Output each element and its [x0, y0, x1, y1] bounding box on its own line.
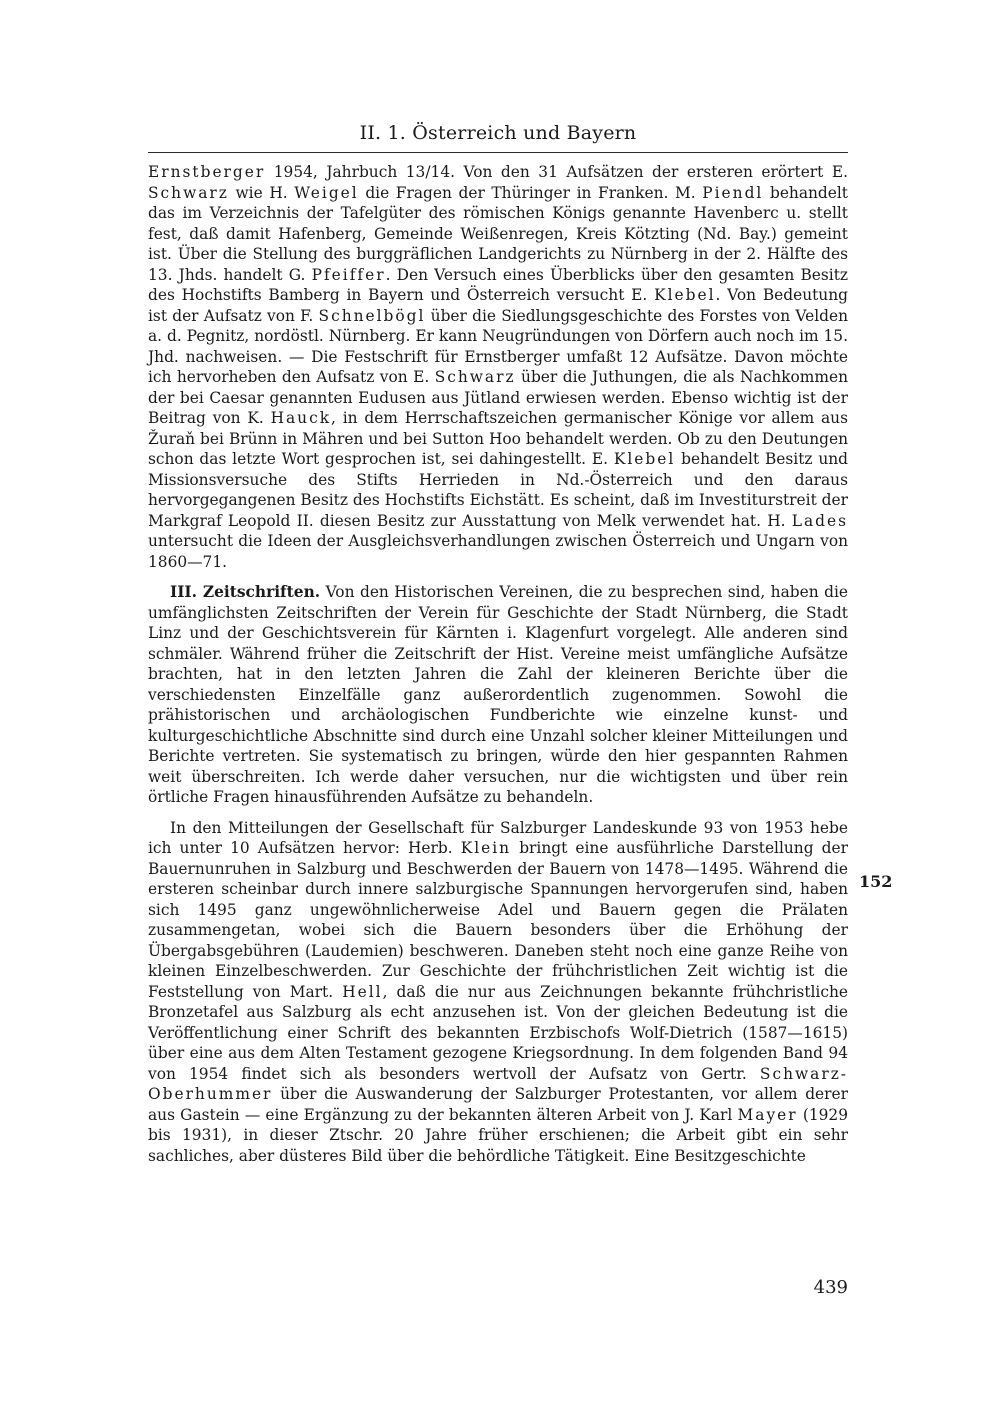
author-name: Schwarz [148, 183, 229, 202]
author-name: Hauck [270, 409, 332, 427]
text-run: . Von Bedeutung ist der Aufsatz von F. [148, 286, 848, 325]
author-name: Lades [791, 511, 848, 530]
text-run: über die Juthungen, die als Nachkommen der bei Caesar genannten Eudusen aus Jütland erwiesen werden. Ebenso wichtig ist der Beitrag von K. [148, 368, 849, 427]
author-name: Hell [342, 982, 383, 1001]
text-run: (1929 bis 1931), in dieser Ztschr. 20 Jahre früher erschienen; die Arbeit gibt ein sehr sachliches, aber düsteres Bild über die behördliche Tätigkeit. Eine Besitzgeschichte [148, 1105, 848, 1165]
margin-number: 152 [859, 872, 893, 891]
author-name: Klein [460, 839, 512, 857]
text-run: behandelt das im Verzeichnis der Tafelgüter des römischen Königs genannte Havenberc u. stellt fest, daß damit Hafenberg, Gemeinde Weißenregen, Kreis Kötzting (Nd. Bay.) gemeint ist. Über die Stellung des burggräflichen Landgerichts zu Nürnberg in der 2. Hälfte des 13. Jhds. handelt G. [148, 183, 848, 284]
header-rule [148, 152, 848, 153]
page-number: 439 [813, 1277, 848, 1298]
text-run: bringt eine ausführliche Darstellung der Bauernunruhen in Salzburg und Beschwerden der Bauern von 1478—1495. Während die ersteren scheinbar durch innere salzburgische Spannungen hervorgerufen sind, haben sich 1495 ganz ungewöhnlicherweise Adel und Bauern gegen die Prälaten zusammengetan, wobei sich die Bauern besonders über die Erhöhung der Übergabsgebühren (Laudemien) beschweren. Daneben steht noch eine ganze Reihe von kleinen Einzelbeschwerden. Zur Geschichte der frühchristlichen Zeit wichtig ist die Feststellung von Mart. [148, 839, 848, 1001]
body-text [148, 162, 848, 1176]
text-run: die Fragen der Thüringer in Franken. M. [358, 183, 703, 202]
author-name: Schwarz-Oberhummer [148, 1064, 848, 1103]
paragraph-2 [148, 582, 848, 808]
author-name: Piendl [702, 183, 764, 202]
text-run: wie H. [228, 183, 295, 202]
text-run: , in dem Herrschaftszeichen germanischer Könige vor allem aus Žuraň bei Brünn in Mähren und bei Sutton Hoo behandelt werden. Ob zu den Deutungen schon das letzte Wort gesprochen ist, sei dahingestellt. E. [148, 409, 848, 468]
author-name: Klebel [613, 450, 676, 468]
author-name: Ernstberger [148, 163, 266, 181]
paragraph-1 [148, 162, 848, 572]
text-run: In den Mitteilungen der Gesellschaft für Salzburger Landeskunde 93 von 1953 hebe ich unter 10 Aufsätzen hervor: Herb. [148, 818, 848, 857]
running-header: II. 1. Österreich und Bayern [359, 122, 637, 144]
text-run: behandelt Besitz und Missionsversuche des Stifts Herrieden in Nd.-Österreich und den daraus hervorgegangenen Besitz des Hochstifts Eichstätt. Es scheint, daß im Investiturstreit der Markgraf Leopold II. diesen Besitz zur Ausstattung von Melk verwendet hat. H. [148, 450, 848, 530]
text-run: über die Siedlungsgeschichte des Forstes von Velden a. d. Pegnitz, nordöstl. Nürnberg. Er kann Neugründungen von Dörfern auch noch im 15. Jhd. nachweisen. — Die Festschrift für Ernstberger umfaßt 12 Aufsätze. Davon möchte ich hervorheben den Aufsatz von E. [148, 306, 848, 386]
section-heading: III. Zeitschriften. [170, 583, 321, 601]
author-name: Schwarz [434, 368, 516, 386]
text-run: untersucht die Ideen der Ausgleichsverhandlungen zwischen Österreich und Ungarn von 1860—71. [148, 532, 848, 571]
author-name: Mayer [737, 1105, 798, 1124]
author-name: Klebel [654, 286, 716, 304]
paragraph-3 [148, 818, 848, 1167]
text-run: . Den Versuch eines Überblicks über den gesamten Besitz des Hochstifts Bamberg in Bayern und Österreich versucht E. [148, 265, 848, 304]
author-name: Pfeiffer [311, 265, 386, 284]
author-name: Weigel [294, 183, 359, 202]
author-name: Schnelbögl [318, 306, 426, 325]
text-run: 1954, Jahrbuch 13/14. Von den 31 Aufsätzen der ersteren erörtert E. [265, 163, 848, 181]
text-run: über die Auswanderung der Salzburger Protestanten, vor allem derer aus Gastein — eine Ergänzung zu der bekannten älteren Arbeit von J. Karl [148, 1085, 848, 1124]
text-run: , daß die nur aus Zeichnungen bekannte frühchristliche Bronzetafel aus Salzburg als echt anzusehen ist. Von der gleichen Bedeutung ist die Veröffentlichung einer Schrift des bekannten Erzbischofs Wolf-Dietrich (1587—1615) über eine aus dem Alten Testament gezogene Kriegsordnung. In dem folgenden Band 94 von 1954 findet sich als besonders wertvoll der Aufsatz von Gertr. [148, 982, 848, 1083]
text-run: Von den Historischen Vereinen, die zu besprechen sind, haben die umfänglichsten Zeitschriften der Verein für Geschichte der Stadt Nürnberg, die Stadt Linz und der Geschichtsverein für Kärnten i. Klagenfurt vorgelegt. Alle anderen sind schmäler. Während früher die Zeitschrift der Hist. Vereine meist umfängliche Aufsätze brachten, hat in den letzten Jahren die Zahl der kleineren Berichte über die verschiedensten Einzelfälle ganz außerordentlich zugenommen. Sowohl die prähistorischen und archäologischen Fundberichte wie einzelne kunst- und kulturgeschichtliche Abschnitte sind durch eine Unzahl solcher kleiner Mitteilungen und Berichte vertreten. Sie systematisch zu bringen, würde den hier gespannten Rahmen weit überschreiten. Ich werde daher versuchen, nur die wichtigsten und über rein örtliche Fragen hinausführenden Aufsätze zu behandeln. [148, 583, 848, 806]
